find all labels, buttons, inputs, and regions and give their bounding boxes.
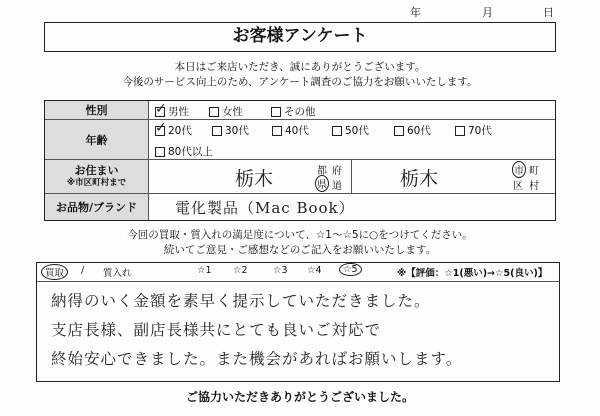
star-4[interactable]: ☆4 bbox=[307, 265, 322, 276]
type-slash: / bbox=[81, 265, 85, 276]
type-buy[interactable]: 買取 bbox=[41, 264, 68, 280]
gender-female-label: 女性 bbox=[222, 106, 243, 118]
city-unit-ku: 区 bbox=[513, 181, 523, 192]
age-option-50s[interactable] bbox=[332, 123, 369, 138]
age-70s-checkbox[interactable] bbox=[455, 126, 465, 136]
thanks-message: ご協力いただきありがとうございました。 bbox=[185, 390, 414, 404]
age-option-60s[interactable] bbox=[394, 123, 431, 138]
date-month-label: 月 bbox=[482, 6, 493, 19]
gender-option-other[interactable] bbox=[271, 104, 316, 119]
age-80plus-label: 80代以上 bbox=[168, 146, 213, 158]
age-50s-label: 50代 bbox=[345, 125, 369, 137]
intro-line-2: 今後のサービス向上のため、アンケート調査のご協力をお願いいたします。 bbox=[122, 76, 478, 88]
prefecture-value[interactable]: 栃木 bbox=[235, 168, 274, 190]
comment-line-2[interactable]: 支店長様、副店長様共にとても良いご対応で bbox=[51, 321, 382, 339]
city-unit-son: 村 bbox=[529, 181, 539, 192]
address-label: お住まい bbox=[74, 163, 119, 177]
rating-comment-box bbox=[36, 262, 560, 382]
age-option-80plus[interactable] bbox=[155, 144, 213, 159]
date-day-label: 日 bbox=[543, 6, 554, 19]
age-row bbox=[45, 120, 555, 160]
pref-unit-fu: 府 bbox=[332, 166, 342, 177]
age-40s-checkbox[interactable] bbox=[272, 126, 282, 136]
star-3[interactable]: ☆3 bbox=[273, 265, 288, 276]
item-row bbox=[45, 194, 555, 220]
question-line-1: 今回の買取・質入れの満足度について、☆1〜☆5に○をつけてください。 bbox=[127, 229, 473, 241]
gender-option-male[interactable] bbox=[155, 104, 189, 119]
age-20s-label: 20代 bbox=[168, 125, 192, 137]
age-70s-label: 70代 bbox=[468, 125, 492, 137]
age-60s-checkbox[interactable] bbox=[394, 126, 404, 136]
age-option-30s[interactable] bbox=[212, 123, 249, 138]
age-30s-label: 30代 bbox=[225, 125, 249, 137]
star-2[interactable]: ☆2 bbox=[233, 265, 248, 276]
age-option-70s[interactable] bbox=[455, 123, 492, 138]
address-divider bbox=[351, 160, 352, 194]
city-unit-shi: 市 bbox=[512, 161, 526, 178]
type-pawn[interactable]: 質入れ bbox=[103, 268, 132, 279]
intro-line-1: 本日はご来店いただき、誠にありがとうございます。 bbox=[174, 61, 426, 73]
age-80plus-checkbox[interactable] bbox=[155, 147, 165, 157]
item-label: お品物/ブランド bbox=[45, 194, 149, 220]
pref-unit-ken: 県 bbox=[315, 175, 329, 192]
gender-option-female[interactable] bbox=[209, 104, 243, 119]
rating-header bbox=[37, 263, 559, 281]
age-30s-checkbox[interactable] bbox=[212, 126, 222, 136]
address-row bbox=[45, 160, 555, 194]
address-sublabel: ※市区町村まで bbox=[66, 177, 127, 188]
gender-other-checkbox[interactable] bbox=[271, 107, 281, 117]
item-value[interactable]: 電化製品（Mac Book） bbox=[175, 199, 355, 217]
gender-label: 性別 bbox=[45, 101, 149, 119]
age-40s-label: 40代 bbox=[285, 125, 309, 137]
gender-other-label: その他 bbox=[284, 106, 316, 118]
pref-unit-to: 都 bbox=[317, 166, 327, 177]
customer-info-form bbox=[44, 100, 556, 221]
comment-line-1[interactable]: 納得のいく金額を素早く提示していただきました。 bbox=[51, 292, 431, 310]
pref-unit-do: 道 bbox=[332, 181, 342, 192]
city-unit-cho: 町 bbox=[529, 166, 539, 177]
gender-row bbox=[45, 101, 555, 120]
age-label: 年齢 bbox=[45, 120, 149, 159]
survey-title: お客様アンケート bbox=[44, 22, 556, 52]
gender-male-label: 男性 bbox=[168, 106, 189, 118]
age-60s-label: 60代 bbox=[407, 125, 431, 137]
star-1[interactable]: ☆1 bbox=[197, 265, 212, 276]
age-20s-checkbox[interactable] bbox=[155, 126, 165, 136]
gender-male-checkbox[interactable] bbox=[155, 107, 165, 117]
city-value[interactable]: 栃木 bbox=[400, 168, 439, 190]
age-option-40s[interactable] bbox=[272, 123, 309, 138]
question-line-2: 続いてご意見・ご感想などのご記入をお願いいたします。 bbox=[163, 244, 437, 256]
comment-line-3[interactable]: 終始安心できました。また機会があればお願いします。 bbox=[51, 350, 463, 368]
address-label-cell bbox=[45, 160, 149, 193]
age-option-20s[interactable] bbox=[155, 123, 192, 138]
age-50s-checkbox[interactable] bbox=[332, 126, 342, 136]
rating-divider bbox=[37, 281, 559, 282]
gender-female-checkbox[interactable] bbox=[209, 107, 219, 117]
date-year-label: 年 bbox=[410, 6, 421, 19]
star-5[interactable]: ☆5 bbox=[339, 263, 362, 276]
rating-legend: ※【評価：☆1(悪い)→☆5(良い)】 bbox=[397, 268, 548, 279]
